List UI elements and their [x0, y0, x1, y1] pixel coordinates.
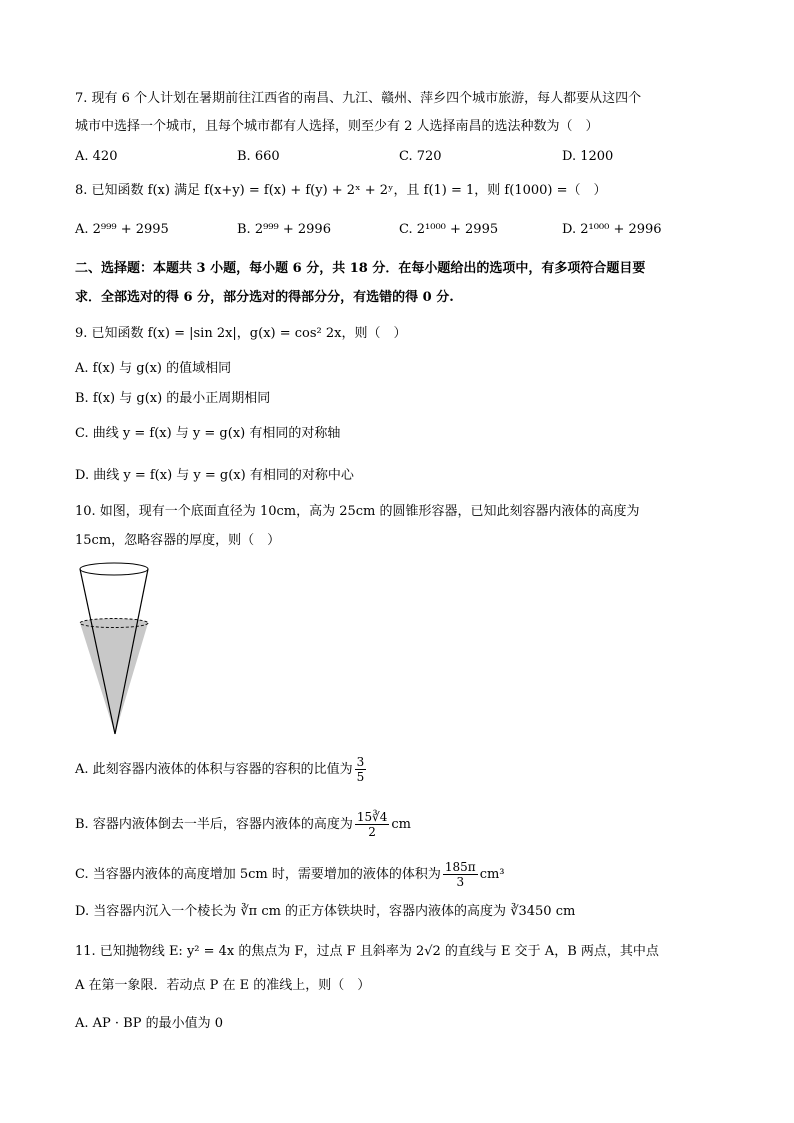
q10-option-a — [75, 755, 368, 784]
q9-option-d: D. 曲线 y = f(x) 与 y = g(x) 有相同的对称中心 — [75, 468, 354, 483]
q10-option-c-text: C. 当容器内液体的高度增加 5cm 时，需要增加的液体的体积为 — [75, 867, 441, 882]
q9-option-a: A. f(x) 与 g(x) 的值域相同 — [75, 361, 232, 376]
fraction-denominator: 3 — [456, 875, 465, 889]
q7-stem-line1: 7. 现有 6 个人计划在暑期前往江西省的南昌、九江、赣州、萍乡四个城市旅游，每人都要从这四个 — [75, 91, 642, 106]
unit: cm³ — [479, 867, 505, 882]
q7-option-d: D. 1200 — [562, 149, 614, 164]
section2-heading-line1: 二、选择题：本题共 3 小题，每小题 6 分，共 18 分．在每小题给出的选项中，有多项符合题目要 — [75, 261, 646, 276]
q10-option-b-text: B. 容器内液体倒去一半后，容器内液体的高度为 — [75, 817, 353, 832]
q9-option-b: B. f(x) 与 g(x) 的最小正周期相同 — [75, 391, 271, 406]
q10-option-a-text: A. 此刻容器内液体的体积与容器的容积的比值为 — [75, 762, 353, 777]
q11-stem-line2: A 在第一象限．若动点 P 在 E 的准线上，则（ ） — [75, 978, 371, 993]
unit: cm — [391, 817, 411, 832]
q10-stem-line1: 10. 如图，现有一个底面直径为 10cm，高为 25cm 的圆锥形容器，已知此刻容器内液体的高度为 — [75, 504, 640, 519]
fraction-volume — [443, 860, 478, 889]
q8-option-a: A. 2⁹⁹⁹ + 2995 — [75, 222, 169, 237]
cone-container-figure — [74, 560, 154, 740]
fraction-numerator: 15∛4 — [356, 810, 388, 824]
fraction-height — [355, 810, 390, 839]
section2-heading-line2: 求．全部选对的得 6 分，部分选对的得部分分，有选错的得 0 分. — [75, 290, 454, 305]
cone-rim — [80, 563, 148, 575]
q8-stem: 8. 已知函数 f(x) 满足 f(x+y) = f(x) + f(y) + 2ˣ + 2ʸ，且 f(1) = 1，则 f(1000) =（ ） — [75, 183, 607, 198]
q11-option-a: A. AP · BP 的最小值为 0 — [75, 1016, 224, 1031]
fraction-denominator: 5 — [356, 770, 365, 784]
liquid-fill — [80, 623, 148, 734]
fraction-denominator: 2 — [368, 825, 376, 839]
q8-option-c: C. 2¹⁰⁰⁰ + 2995 — [399, 222, 499, 237]
q7-option-c: C. 720 — [399, 149, 442, 164]
fraction-numerator: 185π — [444, 860, 476, 874]
q7-stem-line2: 城市中选择一个城市，且每个城市都有人选择，则至少有 2 人选择南昌的选法种数为（ ） — [75, 119, 599, 134]
q10-option-b — [75, 810, 411, 839]
q8-option-d: D. 2¹⁰⁰⁰ + 2996 — [562, 222, 662, 237]
fraction-three-fifths — [355, 755, 367, 784]
q10-stem-line2: 15cm，忽略容器的厚度，则（ ） — [75, 533, 281, 548]
q7-option-b: B. 660 — [237, 149, 280, 164]
q9-stem: 9. 已知函数 f(x) = |sin 2x|，g(x) = cos² 2x，则（ ） — [75, 326, 407, 341]
q10-option-d: D. 当容器内沉入一个棱长为 ∛π cm 的正方体铁块时，容器内液体的高度为 ∛3450 cm — [75, 904, 576, 919]
q8-option-b: B. 2⁹⁹⁹ + 2996 — [237, 222, 331, 237]
fraction-numerator: 3 — [356, 755, 365, 769]
q11-stem-line1: 11. 已知抛物线 E: y² = 4x 的焦点为 F，过点 F 且斜率为 2√2 的直线与 E 交于 A，B 两点，其中点 — [75, 944, 659, 959]
q7-option-a: A. 420 — [75, 149, 118, 164]
q10-option-c — [75, 860, 505, 889]
q9-option-c: C. 曲线 y = f(x) 与 y = g(x) 有相同的对称轴 — [75, 426, 341, 441]
